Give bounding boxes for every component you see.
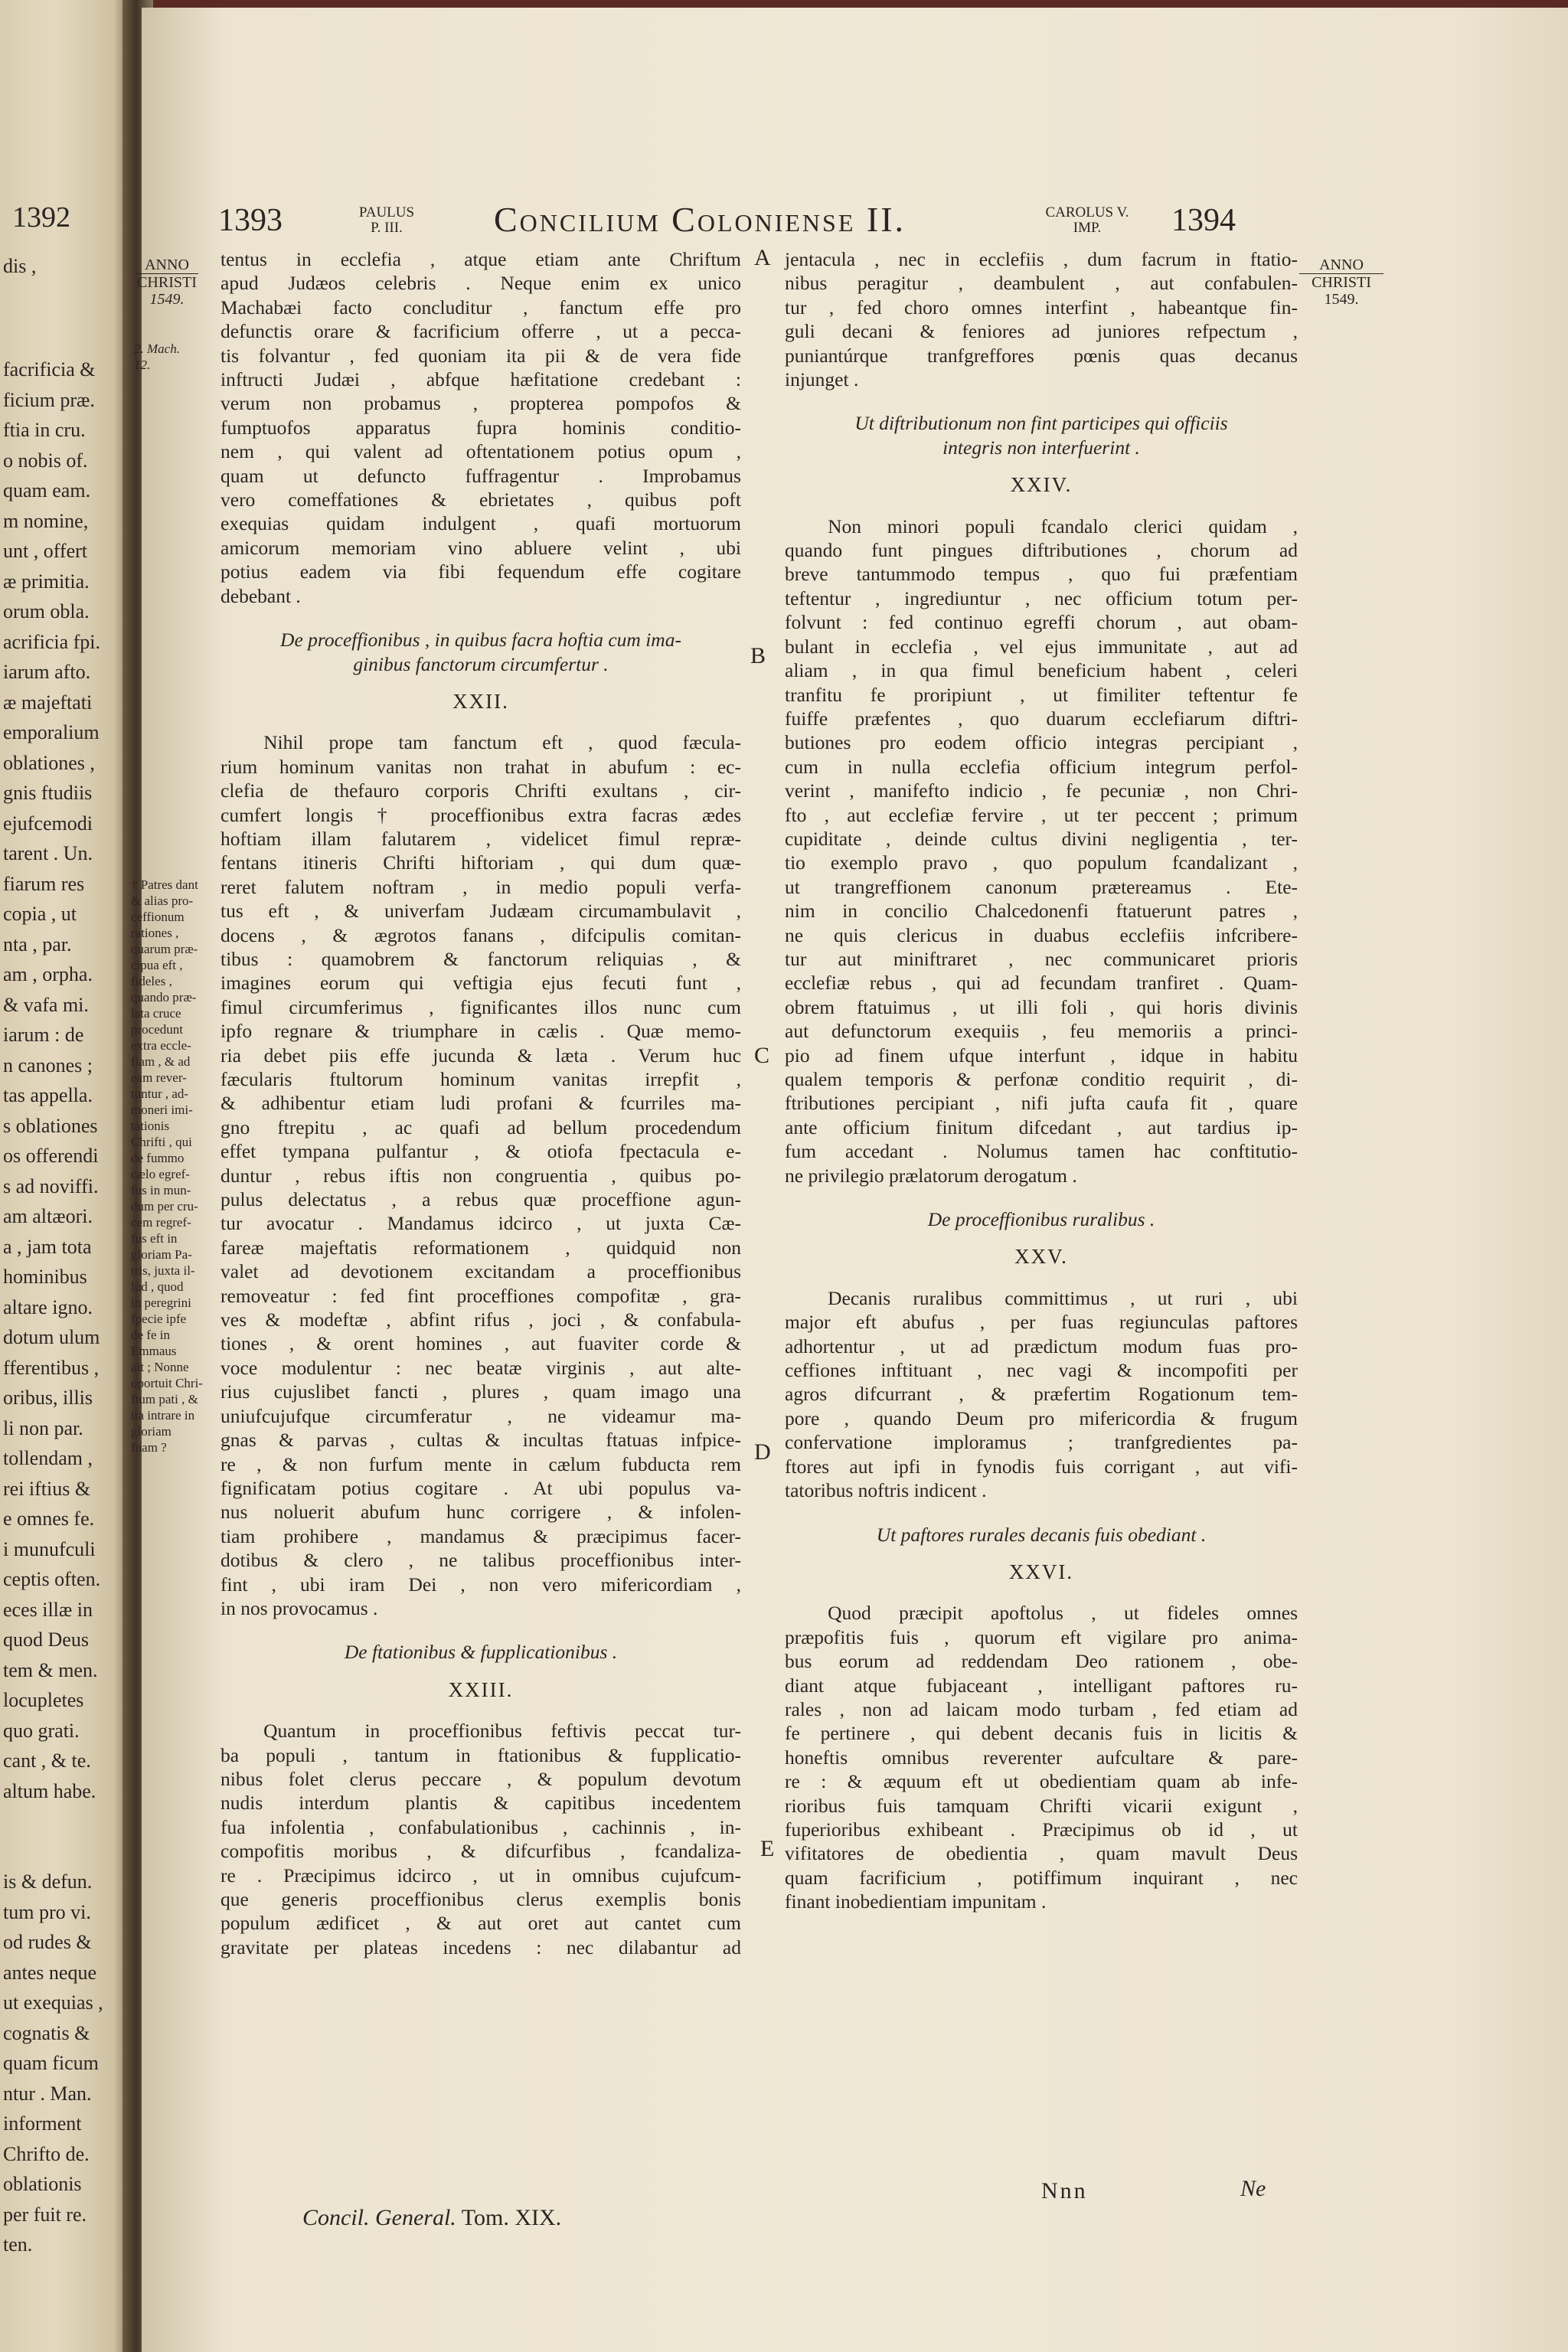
left-page-line: i munufculi <box>3 1537 96 1560</box>
left-page-line: ejufcemodi <box>3 812 93 835</box>
text-line: imagines eorum qui veftigia ejus fecuti funt , <box>220 972 741 995</box>
text-line: qualem temporis & perfonæ conditio requirit , di- <box>785 1068 1298 1090</box>
section-marker-b: B <box>750 643 766 668</box>
text-line: bulant in ecclefia , vel ejus immunitate , aut ad <box>785 635 1298 658</box>
text-line: fareæ majeftatis reformationem , quidquid non <box>220 1236 741 1259</box>
text-line: agros difcurrant , & præfertim Rogationum tem- <box>785 1383 1298 1406</box>
margin-note-line: quando præ- <box>131 990 197 1004</box>
left-page-line: quam ficum <box>3 2052 99 2074</box>
margin-note-line: gloriam <box>131 1424 172 1439</box>
left-page-line: fiarum res <box>3 872 85 895</box>
left-page-fragment <box>0 0 134 2352</box>
text-line: ftributiones percipiant , nifi jufta caufa fit , quare <box>785 1092 1298 1115</box>
paragraph-obedience <box>785 1601 1298 1913</box>
text-line: fua infolentia , confabulationibus , cachinnis , in- <box>220 1815 741 1838</box>
left-page-line: tollendam , <box>3 1447 93 1469</box>
text-line: ftores aut ipfi in fynodis fuis corrigant , aut vifi- <box>785 1455 1298 1478</box>
heading-line: Ut paftores rurales decanis fuis obediant . <box>876 1523 1207 1546</box>
text-line: compofitis moribus , & difcurfibus , fcandaliza- <box>220 1840 741 1863</box>
left-page-line: e omnes fe. <box>3 1508 95 1530</box>
margin-note-line: cælo egref- <box>131 1167 190 1181</box>
paragraph-stations <box>220 1719 741 1959</box>
text-line: Decanis ruralibus committimus , ut ruri , ubi <box>828 1286 1298 1309</box>
left-page-line: æ majeftati <box>3 691 93 714</box>
text-line: valet ad devotionem excitandam a proceffionibus <box>220 1260 741 1283</box>
left-page-line: s ad noviffi. <box>3 1174 99 1197</box>
text-line: tranfitu fe proripiunt , ut fimiliter teftentur fe <box>785 683 1298 706</box>
section-marker-d: D <box>754 1439 771 1465</box>
paragraph-rural-processions <box>785 1286 1298 1503</box>
margin-note-line: fus in mun- <box>131 1183 191 1197</box>
paragraph-exequiae <box>220 247 741 608</box>
text-line: nudis interdum plantis & capitibus incedentem <box>220 1792 741 1815</box>
left-page-line: cognatis & <box>3 2021 90 2044</box>
text-line: tis folvantur , fed quoniam ita pii & de vera fide <box>220 344 741 367</box>
margin-note-line: oportuit Chri- <box>131 1376 203 1390</box>
text-line: jentacula , nec in ecclefiis , dum facrum in ftatio- <box>785 248 1298 270</box>
text-line: pore , quando Deum pro mifericordia & frugum <box>785 1406 1298 1429</box>
text-line: apud Judæos celebris . Neque enim ex unico <box>220 272 741 295</box>
left-page-line: o nobis of. <box>3 449 88 472</box>
text-line: rioribus fuis tamquam Chrifti vicarii exigunt , <box>785 1794 1298 1817</box>
left-page-line: altum habe. <box>3 1779 96 1802</box>
text-line: ne privilegio prælatorum derogatum . <box>785 1164 1077 1187</box>
text-line: uniufcujufque circumferatur , ne videamur ma- <box>220 1404 741 1427</box>
margin-note-line: Emmaus <box>131 1344 177 1358</box>
text-line: hoftiam illam falutarem , videlicet fimul repræ- <box>220 827 741 850</box>
heading-line: De proceffionibus ruralibus . <box>927 1208 1155 1231</box>
left-page-line: copia , ut <box>3 903 77 925</box>
margin-note-line: de fummo <box>131 1151 185 1165</box>
text-line: folvunt : fed continuo egreffi chorum , aut obam- <box>785 611 1298 634</box>
text-line: tatoribus noftris indicent . <box>785 1479 987 1502</box>
margin-note-line: rationes , <box>131 926 179 940</box>
text-line: rius cujuslibet fancti , plures , quam imago una <box>220 1380 741 1403</box>
text-line: fimul circumferimus , fignificantes illos nunc cum <box>220 995 741 1018</box>
margin-note-line: ita intrare in <box>131 1408 195 1423</box>
left-page-line: am altæori. <box>3 1205 93 1227</box>
text-line: amicorum memoriam vino abluere velint , ubi <box>220 536 741 559</box>
left-page-line: orum obla. <box>3 600 90 622</box>
left-column <box>220 247 741 1959</box>
text-line: quando funt pingues diftributiones , chorum ad <box>785 539 1298 562</box>
text-line: honeftis omnibus reverenter aufcultare & pare- <box>785 1746 1298 1769</box>
text-line: vifitatores de obedientia , quam mavult Deus <box>785 1842 1298 1865</box>
chapter-number-xxiv: XXIV. <box>1010 473 1073 497</box>
text-line: confervatione imploramus ; tranfgredientes pa- <box>785 1431 1298 1454</box>
section-marker-a: A <box>754 245 771 270</box>
text-line: re . Præcipimus idcirco , ut in omnibus cujufcum- <box>220 1864 741 1886</box>
left-page-line: eces illæ in <box>3 1598 93 1621</box>
anno-christi-left: ANNO CHRISTI 1549. <box>136 256 198 308</box>
left-page-line: acrificia fpi. <box>3 630 101 653</box>
text-line: vero comeffationes & ebrietates , quibus poft <box>220 488 741 511</box>
heading-line: De proceffionibus , in quibus facra hoftia cum ima- <box>280 629 681 652</box>
text-line: ves & modeftæ , abfint rifus , joci , & confabula- <box>220 1308 741 1331</box>
text-line: bus eorum ad reddendam Deo rationem , obe- <box>785 1650 1298 1673</box>
text-line: nus noluerit abufum hunc corrigere , & infolen- <box>220 1501 741 1524</box>
text-line: ceffiones inftituant , nec vagi & incompofiti per <box>785 1359 1298 1382</box>
text-line: quam facrificium , potiffimum inquirant , nec <box>785 1866 1298 1889</box>
left-page-line: altare igno. <box>3 1295 93 1318</box>
text-line: nim in concilio Chalcedonenfi ftatuerunt patres , <box>785 900 1298 923</box>
running-title: Concilium Coloniense II. <box>494 200 906 239</box>
text-line: tur , fed choro omnes interfint , habeantque fin- <box>785 296 1298 318</box>
text-line: fum accedant . Nolumus tamen hac conftitutio- <box>785 1140 1298 1163</box>
text-line: defunctis orare & facrificium offerre , ut a pecca- <box>220 320 741 343</box>
left-page-line: is & defun. <box>3 1870 93 1893</box>
margin-note-line: tationis <box>131 1119 170 1133</box>
margin-note-line: tuntur , ad- <box>131 1086 189 1101</box>
text-line: cumfert longis † proceffionibus extra facras ædes <box>220 803 741 826</box>
left-page-line: cant , & te. <box>3 1749 91 1772</box>
text-line: fto , aut ecclefiæ fervire , ut ter peccent ; primum <box>785 803 1298 826</box>
heading-line: integris non interfuerint . <box>942 436 1140 459</box>
text-line: tio exemplo pravo , quo populum fcandalizant , <box>785 851 1298 874</box>
text-line: que generis proceffionibus clerus exemplis bonis <box>220 1888 741 1910</box>
left-page-line: ftia in cru. <box>3 419 86 441</box>
chapter-heading-pastors-obey <box>785 1523 1298 1547</box>
left-page-line: ut exequias , <box>3 1991 103 2014</box>
chapter-number-xxiii: XXIII. <box>448 1677 514 1701</box>
margin-note-line: moneri imi- <box>131 1102 193 1117</box>
chapter-number-xxv: XXV. <box>1014 1245 1068 1269</box>
text-line: breve tantummodo tempus , quo fui præfentiam <box>785 563 1298 586</box>
margin-note-line: fideles , <box>131 974 172 988</box>
footer-signature-mark: Nnn <box>1041 2178 1088 2203</box>
left-page-line: tas appella. <box>3 1084 93 1106</box>
text-line: fentans itineris Chrifti hiftoriam , qui dum quæ- <box>220 851 741 874</box>
left-page-line: nta , par. <box>3 933 72 956</box>
left-page-line: li non par. <box>3 1416 83 1439</box>
margin-note-line: de fe in <box>131 1328 170 1342</box>
left-page-line: oblationis <box>3 2173 82 2195</box>
text-line: fæcularis ftultorum hominum vanitas irrepfit , <box>220 1068 741 1090</box>
left-page-line: emporalium <box>3 721 100 743</box>
text-line: ut trangreffionem canonum prætereamus . Ete- <box>785 875 1298 898</box>
running-header <box>142 199 1568 245</box>
footer-catchword: Ne <box>1240 2176 1266 2201</box>
text-line: cum in nulla ecclefia officium integrum perfol- <box>785 755 1298 778</box>
anno-christi-right: ANNO CHRISTI 1549. <box>1299 256 1383 308</box>
margin-note-line: ftum pati , & <box>131 1392 198 1406</box>
left-page-line: s oblationes <box>3 1114 98 1137</box>
left-page-line: ten. <box>3 2233 33 2256</box>
text-line: rium hominum vanitas non trahat in abufum : ec- <box>220 755 741 778</box>
left-page-line: antes neque <box>3 1961 97 1984</box>
footer-collection-title: Concil. General. Tom. XIX. <box>302 2205 562 2230</box>
text-line: fe pertinere , qui debent decanis fuis in licitis & <box>785 1722 1298 1745</box>
margin-note-line: Chrifti , qui <box>131 1135 192 1149</box>
text-line: aut defunctorum exequiis , feu memoriis a princi- <box>785 1020 1298 1043</box>
text-line: verum non probamus , propterea pompofos & <box>220 392 741 415</box>
text-line: tiones , & orent homines , aut fuaviter corde & <box>220 1332 741 1355</box>
left-page-line: informent <box>3 2112 82 2135</box>
text-line: ecclefiæ rebus , qui ad fecundam tranfiret . Quam- <box>785 972 1298 995</box>
heading-line: ginibus fanctorum circumfertur . <box>353 652 609 675</box>
text-line: populum ædificet , & aut oret aut cantet cum <box>220 1912 741 1935</box>
left-page-line: iarum : de <box>3 1024 84 1046</box>
margin-note-line: eam rever- <box>131 1070 187 1085</box>
left-page-number: 1392 <box>12 201 70 234</box>
margin-note-line: ait ; Nonne <box>131 1360 189 1374</box>
left-page-line: æ primitia. <box>3 570 90 593</box>
section-marker-c: C <box>754 1043 770 1068</box>
text-line: potius eadem via fibi fequendum effe cogitare <box>220 560 741 583</box>
left-page-line: iarum afto. <box>3 661 91 683</box>
left-page-line: ficium præ. <box>3 388 95 411</box>
margin-note <box>131 877 215 1455</box>
text-line: finant inobedientiam impunitam . <box>785 1890 1047 1913</box>
text-line: fumptuofos apparatus fupra hominis conditio- <box>220 416 741 439</box>
text-line: Quod præcipit apoftolus , ut fideles omnes <box>828 1602 1298 1625</box>
text-line: pulus delectatus , a rebus quæ proceffione agun- <box>220 1188 741 1211</box>
text-line: tibus : quamobrem & fanctorum reliquias , & <box>220 947 741 970</box>
left-page-line: dotum ulum <box>3 1326 100 1348</box>
text-line: Non minori populi fcandalo clerici quidam , <box>828 514 1298 537</box>
left-page-line: m nomine, <box>3 509 89 532</box>
left-page-line: os offerendi <box>3 1145 99 1167</box>
left-page-line: tum pro vi. <box>3 1900 91 1923</box>
margin-note-line: fus eft in <box>131 1231 178 1246</box>
chapter-heading-processions <box>220 628 741 676</box>
text-line: fint , ubi iram Dei , non vero mifericordiam , <box>220 1573 741 1596</box>
ruler-pope: PAULUS P. III. <box>358 204 415 236</box>
left-page-line: n canones ; <box>3 1054 93 1076</box>
text-line: tur aut miniftraret , nec communicaret prioris <box>785 947 1298 970</box>
text-line: ne quis clericus in duabus ecclefiis infcribere- <box>785 923 1298 946</box>
left-page-line: dis , <box>3 255 37 277</box>
text-line: nibus folet clerus peccare , & populum devotum <box>220 1767 741 1790</box>
text-line: & adhibentur etiam ludi profani & fcurriles ma- <box>220 1092 741 1115</box>
margin-note-line: cem regref- <box>131 1215 191 1230</box>
text-line: gnas & parvas , cultas & incultas ftatuas infpice- <box>220 1429 741 1452</box>
text-line: aliam , in qua fimul beneficium habent , celeri <box>785 659 1298 682</box>
scripture-reference: 2. Mach. 12. <box>134 341 180 372</box>
text-line: Machabæi facto concluditur , fanctum effe pro <box>220 296 741 318</box>
chapter-number-xxvi: XXVI. <box>1008 1560 1074 1583</box>
text-line: ipfo regnare & triumphare in cælis . Quæ memo- <box>220 1020 741 1043</box>
text-line: inftructi Judæi , abfque hæfitatione credebant : <box>220 368 741 391</box>
text-line: teftentur , ingrediuntur , nec officium totum per- <box>785 586 1298 609</box>
margin-note-line: & alias pro- <box>131 893 194 908</box>
text-line: tus eft , & univerfam Judæam circumambulavit , <box>220 900 741 923</box>
margin-note-line: † Patres dant <box>131 877 198 892</box>
text-line: gravitate per plateas incedens : nec dilabantur ad <box>220 1936 741 1958</box>
text-line: puniantúrque tranfgreffores pœnis quas decanus <box>785 344 1298 367</box>
left-page-line: per fuit re. <box>3 2203 87 2226</box>
text-line: pio ad finem ufque interfunt , idque in habitu <box>785 1044 1298 1067</box>
margin-note-line: fpecie ipfe <box>131 1312 187 1326</box>
page-number-left-column: 1393 <box>218 203 283 238</box>
paragraph-processions <box>220 730 741 1620</box>
right-page <box>131 8 1568 2352</box>
paragraph-jentacula <box>785 247 1298 391</box>
paragraph-distributions <box>785 514 1298 1187</box>
margin-note-line: gloriam Pa- <box>131 1247 192 1262</box>
text-line: verint , manifefto indicio , fe pecuniæ , non Chri- <box>785 779 1298 802</box>
text-line: docens , & ægrotos fanans , difcipulis comitan- <box>220 923 741 946</box>
text-line: obrem ftatuimus , ut illi foli , qui horis divinis <box>785 995 1298 1018</box>
margin-note-line: ceffionum <box>131 910 185 924</box>
ruler-emperor: CAROLUS V. IMP. <box>1045 204 1129 236</box>
chapter-heading-distributions <box>785 411 1298 459</box>
heading-line: De ftationibus & fupplicationibus . <box>344 1641 618 1664</box>
text-line: ria debet piis effe jucunda & læta . Verum huc <box>220 1044 741 1067</box>
text-line: tiam prohibere , mandamus & præcipimus facer- <box>220 1524 741 1547</box>
right-column <box>785 247 1298 1914</box>
margin-note-line: quarum præ- <box>131 942 198 956</box>
left-page-line: ceptis often. <box>3 1568 101 1590</box>
text-line: fignificatam potius cogitare . At ubi populus va- <box>220 1476 741 1499</box>
left-page-line: quod Deus <box>3 1628 89 1651</box>
text-line: fuiffe præfentes , quo duarum ecclefiarum diftri- <box>785 707 1298 730</box>
text-line: dotibus & clero , ne talibus proceffionibus inter- <box>220 1549 741 1572</box>
margin-note-line: fiam , & ad <box>131 1054 191 1069</box>
text-line: re : & æquum eft ut obedientiam quam ab infe- <box>785 1770 1298 1793</box>
margin-note-line: tris, juxta il- <box>131 1263 195 1278</box>
text-line: præpofitis fuis , quorum eft vigilare pro anima- <box>785 1625 1298 1648</box>
margin-note-line: fuam ? <box>131 1440 167 1455</box>
chapter-number-xxii: XXII. <box>452 689 509 713</box>
text-line: cupiditate , deinde cultus divini negligentia , ter- <box>785 827 1298 850</box>
left-page-line: od rudes & <box>3 1931 92 1953</box>
text-line: re , & non furfum mente in cælum fubducta rem <box>220 1452 741 1475</box>
left-page-line: gnis ftudiis <box>3 782 93 804</box>
left-page-line: Chrifto de. <box>3 2142 90 2165</box>
left-page-line: oblationes , <box>3 751 95 774</box>
left-page-line: a , jam tota <box>3 1235 92 1258</box>
text-line: removeatur : fed fint proceffiones compofitæ , gra- <box>220 1284 741 1307</box>
left-page-line: fferentibus , <box>3 1356 100 1379</box>
text-line: nem , qui valent ad oftentationem potius opum , <box>220 440 741 463</box>
left-page-line: & vafa mi. <box>3 993 89 1016</box>
text-line: Quantum in proceffionibus feftivis peccat tur- <box>263 1720 741 1743</box>
text-line: tur avocatur . Mandamus idcirco , ut juxta Cæ- <box>220 1212 741 1235</box>
chapter-heading-stations <box>220 1640 741 1664</box>
margin-note-line: dum per cru- <box>131 1199 198 1214</box>
text-line: debebant . <box>220 584 301 607</box>
text-line: duntur , rebus iftis non congruentia , quibus po- <box>220 1164 741 1187</box>
text-line: exequias quidam indulgent , quafi mortuorum <box>220 512 741 535</box>
text-line: voce modulentur : nec beatæ virginis , aut alte- <box>220 1356 741 1379</box>
text-line: butiones pro eodem officio integras percipiant , <box>785 731 1298 754</box>
text-line: ba populi , tantum in ftationibus & fupplicatio- <box>220 1743 741 1766</box>
margin-note-line: in peregrini <box>131 1295 191 1310</box>
left-page-line: unt , offert <box>3 540 87 562</box>
left-page-line: facrificia & <box>3 358 96 381</box>
text-line: effet tympana pulfantur , & otiofa fpectacula e- <box>220 1140 741 1163</box>
margin-note-line: procedunt <box>131 1022 183 1037</box>
text-line: tentus in ecclefia , atque etiam ante Chriftum <box>220 248 741 270</box>
text-line: adhortentur , ut ad prædictum modum fuas pro- <box>785 1334 1298 1357</box>
left-page-line: ntur . Man. <box>3 2082 92 2105</box>
text-line: ante officium finitum difcedant , aut tardius ip- <box>785 1116 1298 1138</box>
margin-note-line: cipua eft , <box>131 958 183 972</box>
text-line: gno ftrepitu , ac quafi ad bellum procedendum <box>220 1116 741 1138</box>
text-line: reret falutem noftram , in medio populi verfa- <box>220 875 741 898</box>
margin-note-line: extra eccle- <box>131 1038 191 1053</box>
text-line: quam ut defuncto fuffragentur . Improbamus <box>220 464 741 487</box>
left-page-line: locupletes <box>3 1689 84 1711</box>
text-line: injunget . <box>785 368 859 391</box>
chapter-heading-rural-processions <box>785 1207 1298 1231</box>
left-page-line: quam eam. <box>3 479 91 501</box>
left-page-line: oribus, illis <box>3 1387 93 1409</box>
left-page-line: hominibus <box>3 1266 87 1288</box>
text-line: clefia de thefauro corporis Chrifti exultans , cir- <box>220 779 741 802</box>
margin-note-line: lata cruce <box>131 1006 181 1021</box>
text-line: fuperioribus exhibeant . Præcipimus ob id , ut <box>785 1818 1298 1841</box>
left-page-line: quo grati. <box>3 1719 80 1742</box>
left-page-line: tarent . Un. <box>3 842 93 864</box>
text-line: diant atque fubjaceant , intelligant paftores ru- <box>785 1674 1298 1697</box>
text-line: nibus peragitur , deambulent , aut confabulen- <box>785 272 1298 295</box>
heading-line: Ut diftributionum non fint participes qui officiis <box>854 412 1228 435</box>
text-line: in nos provocamus . <box>220 1596 378 1619</box>
margin-note-line: lud , quod <box>131 1279 184 1294</box>
text-line: Nihil prope tam fanctum eft , quod fæcula- <box>263 731 741 754</box>
section-marker-e: E <box>760 1836 775 1861</box>
left-page-line: am , orpha. <box>3 963 93 985</box>
left-page-line: tem & men. <box>3 1658 98 1681</box>
text-line: guli decani & feniores ad juniores refpectum , <box>785 320 1298 343</box>
page-number-right-column: 1394 <box>1171 203 1236 238</box>
text-line: major eft abufus , per fuas regiunculas paftores <box>785 1311 1298 1334</box>
text-line: rales , non ad laicam modo turbam , fed etiam ad <box>785 1697 1298 1720</box>
left-page-line: rei iftius & <box>3 1477 91 1500</box>
